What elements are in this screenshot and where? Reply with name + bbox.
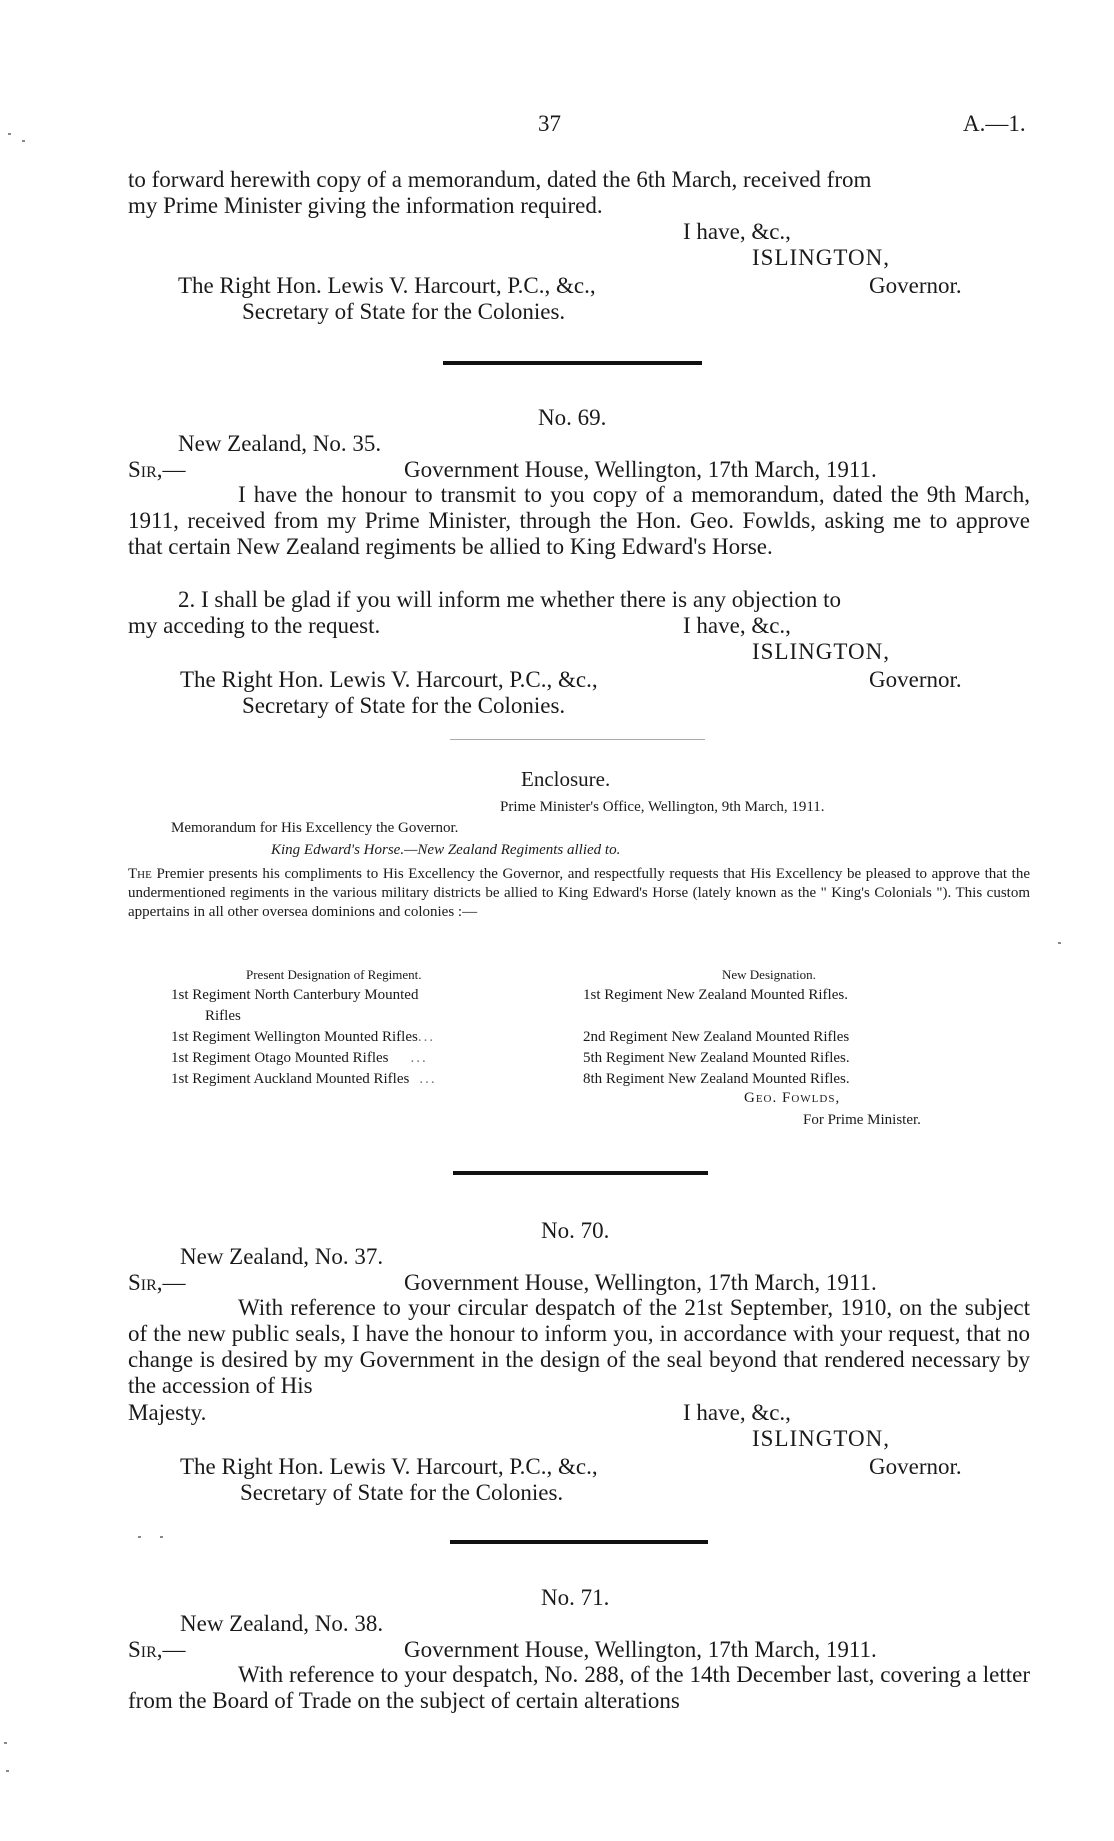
- no69-addressee-title: Secretary of State for the Colonies.: [242, 693, 566, 718]
- enclosure-body-first-word: The: [128, 866, 152, 882]
- paper-reference: A.—1.: [963, 111, 1026, 136]
- table-row-4-present-text: 1st Regiment Auckland Mounted Rifles: [171, 1071, 410, 1087]
- no69-paragraph-2-line-2: my acceding to the request.: [128, 613, 381, 638]
- intro-signer: ISLINGTON,: [752, 245, 890, 270]
- enclosure-body-text: Premier presents his compliments to His Excellency the Governor, and respectfully requests that His Excellency be pleased to approve that the undermentioned regiments in the various military districts be allied to King Edward's Horse (lately known as the " King's Colonials "). This custom appertains in all other oversea dominions and colonies :—: [128, 866, 1030, 920]
- no69-addressee: The Right Hon. Lewis V. Harcourt, P.C., &c.,: [180, 667, 598, 692]
- scan-speck: [138, 1536, 141, 1538]
- scan-speck: [6, 1770, 9, 1772]
- intro-closing: I have, &c.,: [683, 219, 791, 244]
- no70-reference: New Zealand, No. 37.: [180, 1244, 384, 1269]
- table-column-new: [583, 985, 850, 1090]
- no71-paragraph-1: [128, 1662, 1030, 1714]
- no71-paragraph-1-text: With reference to your despatch, No. 288, of the 14th December last, covering a letter from the Board of Trade on the subject of certain alterations: [128, 1662, 1030, 1713]
- no69-paragraph-1: [128, 482, 1030, 560]
- no69-place-date: Government House, Wellington, 17th March, 1911.: [404, 457, 877, 482]
- scan-speck: [8, 133, 11, 135]
- enclosure-memo-to: Memorandum for His Excellency the Governor.: [171, 820, 459, 836]
- no70-place-date: Government House, Wellington, 17th March, 1911.: [404, 1270, 877, 1295]
- no70-closing: I have, &c.,: [683, 1400, 791, 1425]
- table-row-4-present: [171, 1069, 437, 1090]
- no71-reference: New Zealand, No. 38.: [180, 1611, 384, 1636]
- no70-signer: ISLINGTON,: [752, 1426, 890, 1451]
- enclosure-signer: Geo. Fowlds,: [744, 1090, 841, 1106]
- no70-paragraph-1-text: With reference to your circular despatch of the 21st September, 1910, on the subject of the new public seals, I have the honour to inform you, in accordance with your request, that no change is desired by my Government in the design of the seal beyond that rendered necessary by the accession of His: [128, 1295, 1030, 1398]
- intro-line-1: to forward herewith copy of a memorandum, dated the 6th March, received from: [128, 167, 872, 192]
- section-divider: [443, 361, 702, 365]
- no69-paragraph-2-line-1: 2. I shall be glad if you will inform me whether there is any objection to: [178, 587, 842, 612]
- scan-speck: [22, 140, 25, 142]
- no70-salutation: Sir,—: [128, 1270, 186, 1295]
- table-row-1-spacer: [583, 1006, 850, 1027]
- intro-addressee-title: Secretary of State for the Colonies.: [242, 299, 566, 324]
- table-header-present: Present Designation of Regiment.: [246, 967, 422, 982]
- table-row-3-present-text: 1st Regiment Otago Mounted Rifles: [171, 1050, 389, 1066]
- table-header-new: New Designation.: [722, 967, 816, 982]
- no71-place-date: Government House, Wellington, 17th March, 1911.: [404, 1637, 877, 1662]
- section-divider: [450, 1540, 708, 1544]
- table-row-2-present: [171, 1027, 437, 1048]
- table-row-1-present-cont: Rifles: [205, 1008, 241, 1024]
- no70-paragraph-1: [128, 1295, 1030, 1399]
- enclosure-heading: Enclosure.: [521, 767, 611, 791]
- no69-salutation: Sir,—: [128, 457, 186, 482]
- no69-heading: No. 69.: [538, 405, 607, 430]
- table-row-2-new: 2nd Regiment New Zealand Mounted Rifles: [583, 1029, 850, 1045]
- no69-signer-title: Governor.: [869, 667, 962, 692]
- no70-addressee: The Right Hon. Lewis V. Harcourt, P.C., &c.,: [180, 1454, 598, 1479]
- no70-heading: No. 70.: [541, 1218, 610, 1243]
- table-row-4-dots: ...: [419, 1071, 437, 1087]
- table-row-3-dots: ...: [410, 1050, 428, 1066]
- no69-signer: ISLINGTON,: [752, 639, 890, 664]
- page-number: 37: [538, 111, 561, 136]
- intro-signer-title: Governor.: [869, 273, 962, 298]
- scan-speck: [160, 1536, 163, 1538]
- table-column-present: [171, 985, 437, 1090]
- no70-signer-title: Governor.: [869, 1454, 962, 1479]
- intro-addressee: The Right Hon. Lewis V. Harcourt, P.C., &c.,: [178, 273, 596, 298]
- no70-paragraph-1-last: Majesty.: [128, 1400, 207, 1425]
- scan-speck: [4, 1742, 7, 1744]
- table-row-3-present: [171, 1048, 437, 1069]
- intro-line-2: my Prime Minister giving the information required.: [128, 193, 603, 218]
- table-row-1-new: 1st Regiment New Zealand Mounted Rifles.: [583, 987, 848, 1003]
- no69-reference: New Zealand, No. 35.: [178, 431, 382, 456]
- enclosure-subject: King Edward's Horse.—New Zealand Regiments allied to.: [271, 842, 621, 858]
- no71-salutation: Sir,—: [128, 1637, 186, 1662]
- no70-addressee-title: Secretary of State for the Colonies.: [240, 1480, 564, 1505]
- enclosure-divider: [450, 739, 705, 740]
- table-row-3-new: 5th Regiment New Zealand Mounted Rifles.: [583, 1050, 850, 1066]
- enclosure-signer-title: For Prime Minister.: [803, 1112, 921, 1128]
- section-divider: [453, 1171, 708, 1175]
- no71-heading: No. 71.: [541, 1585, 610, 1610]
- enclosure-body: [128, 865, 1030, 922]
- table-row-4-new: 8th Regiment New Zealand Mounted Rifles.: [583, 1071, 850, 1087]
- table-row-2-present-text: 1st Regiment Wellington Mounted Rifles: [171, 1029, 418, 1045]
- scan-speck: [1058, 942, 1061, 944]
- table-row-2-dots: ...: [417, 1029, 436, 1045]
- no69-paragraph-1-text: I have the honour to transmit to you copy of a memorandum, dated the 9th March, 1911, received from my Prime Minister, through the Hon. Geo. Fowlds, asking me to approve that certain New Zealand regiments be allied to King Edward's Horse.: [128, 482, 1030, 559]
- table-row-1-present: 1st Regiment North Canterbury Mounted: [171, 987, 419, 1003]
- enclosure-office-date: Prime Minister's Office, Wellington, 9th March, 1911.: [500, 799, 825, 815]
- no69-closing: I have, &c.,: [683, 613, 791, 638]
